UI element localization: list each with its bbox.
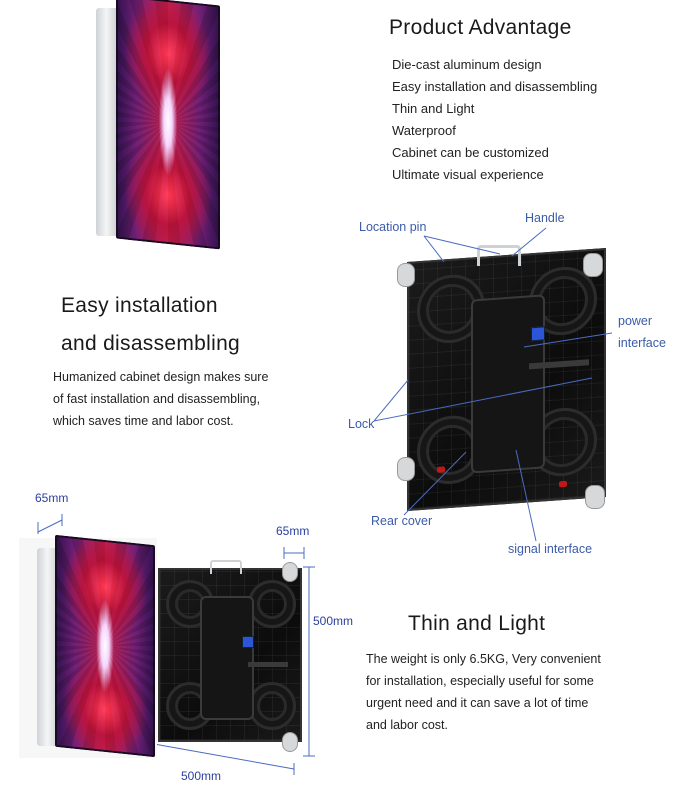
label-rear-cover: Rear cover [371, 514, 433, 528]
feature-item: Waterproof [392, 123, 456, 138]
label-signal-interface: signal interface [508, 542, 593, 556]
led-panel-front [116, 0, 220, 249]
product-advantage-heading: Product Advantage [389, 16, 572, 39]
description-line: and labor cost. [366, 718, 448, 732]
label-location-pin: Location pin [359, 220, 427, 234]
description-line: for installation, especially useful for some [366, 674, 594, 688]
feature-item: Die-cast aluminum design [392, 57, 542, 72]
thin-and-light-heading: Thin and Light [408, 612, 546, 635]
product-advantage-list [392, 57, 597, 189]
label-handle: Handle [525, 211, 565, 225]
product-image-dimension-rear [154, 560, 306, 750]
dim-height: 500mm [313, 614, 354, 628]
heading-line-1: Easy installation [61, 294, 218, 317]
thin-and-light-description [366, 648, 601, 736]
handle [477, 245, 521, 266]
label-lock: Lock [348, 417, 375, 431]
feature-item: Ultimate visual experience [392, 167, 544, 182]
description-line: The weight is only 6.5KG, Very convenient [366, 652, 601, 666]
description-line: Humanized cabinet design makes sure [53, 370, 269, 384]
power-interface-port [531, 326, 545, 341]
label-power: power [618, 314, 653, 328]
dim-width: 500mm [181, 769, 222, 783]
feature-item: Easy installation and disassembling [392, 79, 598, 94]
feature-item: Thin and Light [392, 101, 475, 116]
product-image-dimension-front [19, 538, 157, 758]
heading-line-2: and disassembling [61, 332, 241, 355]
dim-depth-front: 65mm [35, 491, 69, 505]
product-image-top [78, 0, 228, 246]
rear-cabinet [407, 248, 606, 511]
description-line: which saves time and labor cost. [53, 414, 234, 428]
label-interface: interface [618, 336, 666, 350]
easy-installation-heading [61, 294, 240, 356]
rear-cover-plate [471, 294, 545, 473]
description-line: urgent need and it can save a lot of time [366, 696, 589, 710]
dim-depth-rear: 65mm [276, 524, 310, 538]
rear-cabinet-diagram [395, 245, 610, 515]
easy-installation-description [53, 366, 268, 432]
description-line: of fast installation and disassembling, [53, 392, 261, 406]
feature-item: Cabinet can be customized [392, 145, 549, 160]
